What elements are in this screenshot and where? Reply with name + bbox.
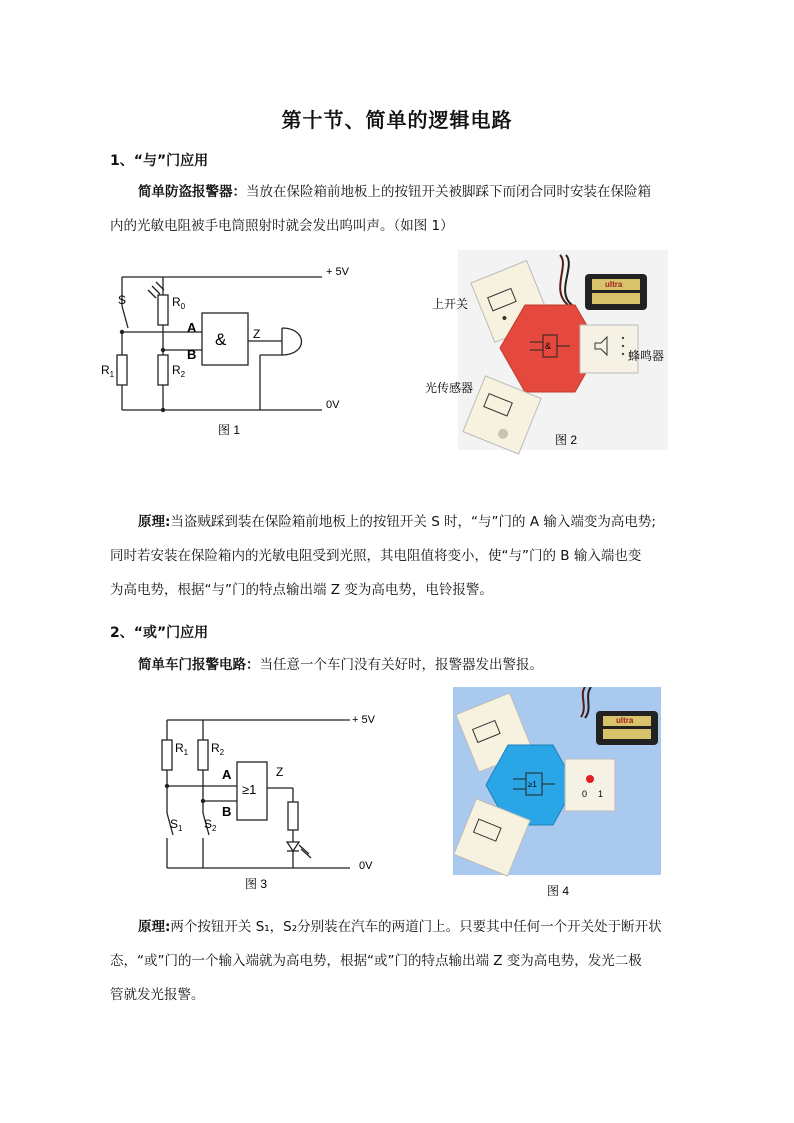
section2-heading: 2、“或”门应用 xyxy=(110,625,209,641)
resistor-r0 xyxy=(158,295,168,325)
switch-s xyxy=(122,306,128,328)
fig4-led0-label: 0 xyxy=(582,789,588,799)
section2-principle-2: 态，“或”门的一个输入端就为高电势，根据“或”门的特点输出端 Z 变为高电势，发光二极 xyxy=(110,953,642,969)
section2-principle-1: 两个按钮开关 S₁，S₂分别装在汽车的两道门上。只要其中任何一个开关处于断开状 xyxy=(170,919,662,935)
figure3-circuit xyxy=(145,708,390,893)
fig1-a-label: A xyxy=(187,320,197,335)
figure4-caption: 图 4 xyxy=(547,884,570,898)
section1-principle xyxy=(110,505,690,607)
section2-principle-3: 管就发光报警。 xyxy=(110,987,205,1003)
section1-intro-label: 简单防盗报警器： xyxy=(138,184,246,200)
fig1-vplus-label: + 5V xyxy=(326,266,349,278)
fig3-gate-symbol: ≥1 xyxy=(242,782,257,797)
figure4-photo xyxy=(453,687,663,902)
fig1-gate-symbol: & xyxy=(215,330,227,349)
figure2-photo xyxy=(420,250,670,455)
fig1-s-label: S xyxy=(118,293,127,307)
section1-principle-2: 同时若安装在保险箱内的光敏电阻受到光照，其电阻值将变小，使“与”门的 B 输入端也变 xyxy=(110,548,642,564)
section1-heading: 1、“与”门应用 xyxy=(110,153,209,169)
section2-principle xyxy=(110,910,690,1012)
buzzer-symbol xyxy=(282,328,302,355)
figure3-caption: 图 3 xyxy=(245,877,268,891)
section1-principle-label: 原理: xyxy=(138,514,171,530)
section2-intro-label: 简单车门报警电路： xyxy=(138,657,260,673)
fig3-z-label: Z xyxy=(276,765,284,779)
fig2-battery-label: ultra xyxy=(605,280,623,289)
fig4-gate-symbol: ≥1 xyxy=(528,780,537,789)
fig3-s2-label: $S_2$ xyxy=(204,817,217,833)
fig3-r1-label: $R_1$ xyxy=(175,741,189,757)
section2-principle-label: 原理: xyxy=(138,919,171,935)
page-title: 第十节、简单的逻辑电路 xyxy=(281,108,513,132)
resistor-r2 xyxy=(198,740,208,770)
section2-intro-text: 当任意一个车门没有关好时，报警器发出警报。 xyxy=(259,657,543,673)
fig4-battery-label: ultra xyxy=(616,716,634,725)
fig3-vplus-label: + 5V xyxy=(352,714,375,726)
fig4-led1-label: 1 xyxy=(598,789,604,799)
fig1-r2-label: $R_2$ xyxy=(172,363,186,379)
fig2-sensor-label: 光传感器 xyxy=(425,381,474,395)
fig3-r2-label: $R_2$ xyxy=(211,741,225,757)
section1-intro xyxy=(110,175,690,243)
fig1-r1-label: $R_1$ xyxy=(101,363,115,379)
section1-intro-text-2: 内的光敏电阻被手电筒照射时就会发出呜叫声。（如图 1） xyxy=(110,218,454,234)
fig3-s1-label: $S_1$ xyxy=(170,817,183,833)
fig1-z-label: Z xyxy=(253,327,261,341)
figure2-caption: 图 2 xyxy=(555,433,578,447)
fig3-b-label: B xyxy=(222,804,232,819)
resistor-r1 xyxy=(162,740,172,770)
resistor-r1 xyxy=(117,355,127,385)
fig2-switch-label: 上开关 xyxy=(432,297,469,311)
section2-intro xyxy=(110,648,690,682)
fig1-r0-label: $R_0$ xyxy=(172,295,186,311)
section1-principle-3: 为高电势，根据“与”门的特点输出端 Z 变为高电势，电铃报警。 xyxy=(110,582,493,598)
fig2-gate-symbol: & xyxy=(545,341,552,351)
fig3-v0-label: 0V xyxy=(359,860,373,872)
fig1-b-label: B xyxy=(187,347,197,362)
fig1-v0-label: 0V xyxy=(326,399,340,411)
figure1-caption: 图 1 xyxy=(218,423,241,437)
figure1-circuit xyxy=(100,258,360,443)
section1-intro-text-1: 当放在保险箱前地板上的按钮开关被脚踩下而闭合同时安装在保险箱 xyxy=(246,184,651,200)
section1-principle-1: 当盗贼踩到装在保险箱前地板上的按钮开关 S 时，“与”门的 A 输入端变为高电势; xyxy=(170,514,656,530)
led-symbol xyxy=(287,842,299,851)
fig2-buzzer-label: 蜂鸣器 xyxy=(628,349,665,363)
fig3-a-label: A xyxy=(222,767,232,782)
resistor-led xyxy=(288,802,298,830)
resistor-r2 xyxy=(158,355,168,385)
